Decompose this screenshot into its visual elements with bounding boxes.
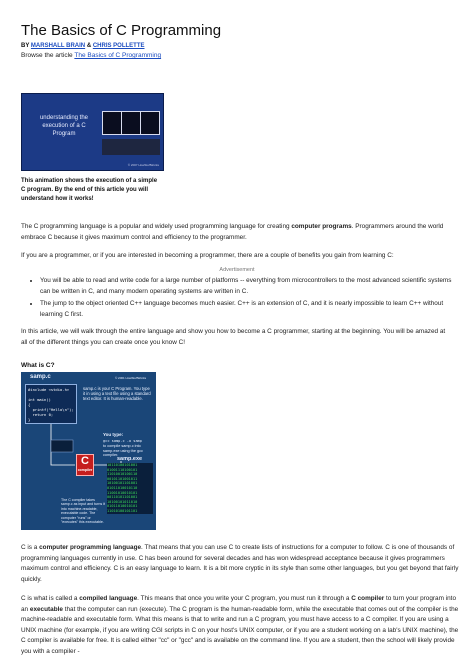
compilation-diagram xyxy=(21,372,156,530)
section-heading-what-is-c: What is C? xyxy=(21,362,55,369)
diagram-credit: © 2001 HowStuffWorks xyxy=(115,376,147,380)
advertisement-label: Advertisement xyxy=(219,267,255,273)
p1-text-c: . Programmers around the world embrace C because it gives maximum control and efficiency to the programmer. xyxy=(21,223,444,241)
you-type-label: You type: xyxy=(103,432,124,437)
b1-text-b: to the most advanced scientific systems can be written in C, and many modern xyxy=(40,277,452,295)
p4-bold: computer programming language xyxy=(39,544,142,551)
compiler-note: The C compiler takes samp.c as input and turns it into machine-readable, executable code. The computer "runs" or "executes" this executable. xyxy=(61,498,105,525)
p1-text-a: The C programming language is a popular and widely used programming language for creating xyxy=(21,223,292,230)
animation-panel-2 xyxy=(121,111,141,135)
benefit-item-cpp: • The jump to the object oriented C++ language becomes much easier. C++ is an extension of C, and it is nearly impossible to learn C++ without learning C first. xyxy=(40,299,460,320)
animation-title: understanding the execution of a C Program xyxy=(39,115,89,137)
p5-bold-compiled: compiled language xyxy=(79,595,138,602)
benefit-item-platforms xyxy=(40,276,460,297)
byline xyxy=(21,43,145,49)
overview-paragraph: In this article, we will walk through the entire language and show you how to become a C programmer, starting at the beginning. You will be amazed at all of the different things you can create once you know C! xyxy=(21,328,446,346)
author-separator: & xyxy=(86,43,92,49)
compiler-label: compiler xyxy=(77,468,93,472)
terminal-box xyxy=(51,440,73,452)
p5-bold-executable: executable xyxy=(29,605,63,613)
p4-text-a: C is a xyxy=(21,544,40,551)
source-note: samp.c is your C Program. You type it in using a text file using a standard text editor. It is human-readable. xyxy=(83,386,151,401)
p4-text-c: . That means that you can use C to create lists of instructions for a computer to follow. C is one of thousands of programming languages currently in use. C has been around for several decades and has won widespread acceptance because it gives programmers maximum control and efficiency. C is an easy language to learn. It is a bit more cryptic in its style than some other languages, but you get beyond that fairly quickly. xyxy=(21,544,459,583)
microcontrollers-link[interactable]: microcontrollers xyxy=(291,277,338,284)
intro-paragraph xyxy=(21,222,456,243)
exe-file-label: samp.exe xyxy=(117,456,143,462)
p1-bold: computer programs xyxy=(291,223,352,230)
benefits-intro: If you are a programmer, or if you are interested in becoming a programmer, there are a couple of benefits you gain from learning C: xyxy=(21,252,394,259)
author-link-marshall-brain[interactable]: MARSHALL BRAIN xyxy=(30,43,86,49)
animation-panel-1 xyxy=(102,111,122,135)
animation-graphic[interactable] xyxy=(21,93,164,171)
compile-command: gcc samp.c -o samp xyxy=(103,439,142,443)
compiled-language-paragraph xyxy=(21,594,459,657)
source-code-box: #include <stdio.h> int main() { printf("Hello\n"); return 0; } xyxy=(25,384,77,424)
b1-text-c: are written in C. xyxy=(201,287,249,295)
animation-panel-3 xyxy=(140,111,160,135)
b1-text-a: You will be able to read and write code for a large number of platforms -- everything from xyxy=(40,277,292,284)
browse-line xyxy=(21,52,161,59)
compile-note: to compile samp.c into samp.exe using the gcc compiler. xyxy=(103,444,143,458)
what-is-c-paragraph xyxy=(21,543,459,585)
benefits-list xyxy=(30,276,460,322)
p5-bold-compiler: C compiler xyxy=(351,595,385,602)
browse-prefix: Browse the article xyxy=(21,52,73,59)
compiler-letter: C xyxy=(81,455,89,467)
animation-caption: This animation shows the execution of a simple C program. By the end of this article you will understand how it works! xyxy=(21,178,158,202)
p5-text-a: C is what is called a xyxy=(21,595,80,602)
by-prefix: BY xyxy=(21,43,30,49)
operating-systems-link[interactable]: operating systems xyxy=(149,287,202,295)
p5-text-c: . This means that once you write your C program, you must run it through a xyxy=(137,595,352,602)
animation-credit: © 2007 HowStuffWorks xyxy=(127,163,159,167)
compiler-box xyxy=(76,454,94,476)
browse-article-link[interactable]: The Basics of C Programming xyxy=(74,52,162,59)
p5-text-g: that the computer can run (execute). The C program is the human-readable form, while the executable that comes out of the compiler is the machine-readable and executable form. What this means is that to write and run a C program, you must have access to a C compiler. If you are using a UNIX machine (for example, if you are writing CGI scripts in C on your host's UNIX computer, or if you are a student working on a lab's UNIX machine), the C compiler is available for free. It is called either "cc" or "gcc" and is available on the command line. If you are a student, then the school will likely provide you with a compiler - xyxy=(21,605,459,655)
source-file-label: samp.c xyxy=(30,374,51,380)
p5-text-e: to turn your program into an xyxy=(21,595,457,613)
binary-output: 10110100101001 01001110100101 11010010100110 00101101001011 10100101101001 01011010010110 11001010010101 00110101101001 10100101011010 01011010010101 11010100101101 xyxy=(107,463,153,514)
author-link-chris-pollette[interactable]: CHRIS POLLETTE xyxy=(92,43,145,49)
animation-strip xyxy=(102,139,160,155)
page-title: The Basics of C Programming xyxy=(21,22,222,39)
